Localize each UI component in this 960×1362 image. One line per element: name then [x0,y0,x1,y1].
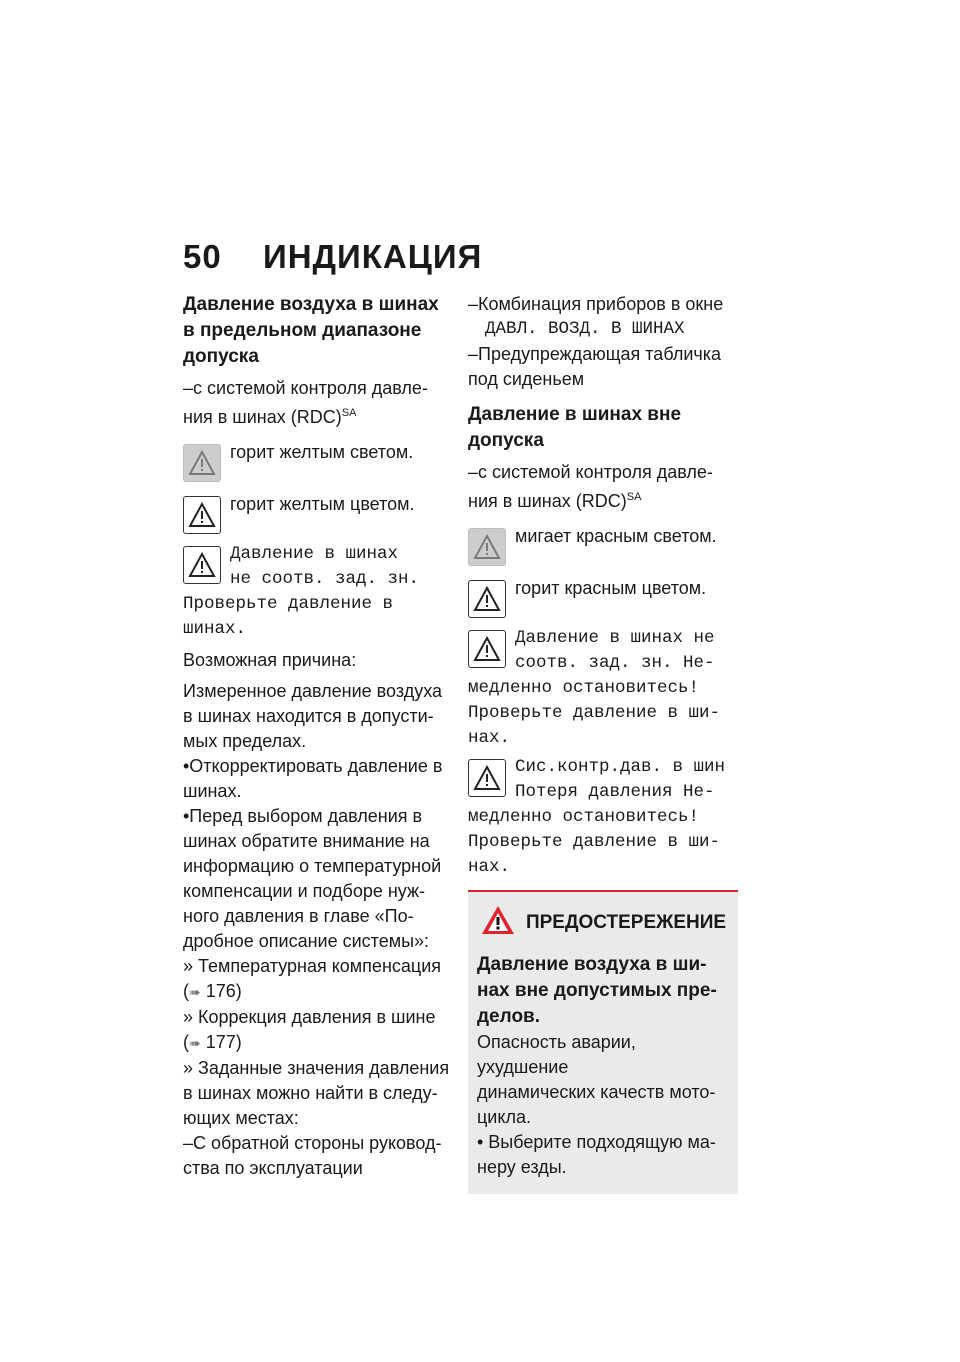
indicator-yellow-display: горит желтым цветом. [183,492,455,534]
warning-triangle-icon [183,546,221,584]
indicator-red-light: мигает красным светом. [468,524,738,566]
reference-arrow-icon: ➠ [189,1035,201,1051]
indicator-yellow-light: горит желтым светом. [183,440,455,482]
warning-title: ПРЕДОСТЕРЕЖЕНИЕ [477,904,729,942]
location-warning-plate: –Предупреждающая табличка под сиденьем [468,344,722,389]
location-instrument-cluster: –Комбинация приборов в окне [468,294,724,314]
display-message-row [183,542,455,592]
page-number: 50 [183,238,222,275]
warning-box [468,890,738,1194]
reference-pressure-correction[interactable]: » Коррекция давления в шине (➠ 177) [183,1007,436,1052]
warning-bullet: • Выберите подходящую ма- неру езды. [477,1132,716,1177]
display-message-line: нах. [468,857,511,877]
location-manual-back: –С обратной стороны руковод- ства по эксплуатации [183,1133,442,1178]
sa-superscript: SA [626,491,642,503]
warning-triangle-icon [468,580,506,618]
page-header [183,238,482,276]
cause-text: Измеренное давление воздуха в шинах находится в допусти- мых пределах. [183,681,443,751]
warning-text: Опасность аварии, ухудшение динамических качеств мото- цикла. [477,1032,716,1127]
display-message-line: Проверьте давление в ши- [468,832,721,852]
reference-arrow-icon: ➠ [189,984,201,1000]
heading-pressure-out-of-limit: Давление в шинах вне допуска [468,404,682,451]
warning-triangle-icon [468,630,506,668]
section-title: ИНДИКАЦИЯ [263,238,483,275]
reference-set-values: » Заданные значения давления в шинах можно найти в следу- ющих местах: [183,1058,450,1128]
warning-triangle-icon [468,759,506,797]
display-message-line: Проверьте давление в ши- [468,703,721,723]
rdc-condition: –с системой контроля давле- ния в шинах (RDC)$^{SA}$ [183,378,428,427]
right-column [468,292,738,1194]
reference-temperature-compensation[interactable]: » Температурная компенсация (➠ 176) [183,956,442,1001]
bullet-before-selecting: •Перед выбором давления в шинах обратите внимание на информацию о температурной компенсации и подборе нуж- ного давления в главе «По- дробное описание системы»: [183,806,442,951]
heading-pressure-in-limit: Давление воздуха в шинах в предельном диапазоне допуска [183,294,439,367]
rdc-condition: –с системой контроля давле- ния в шинах (RDC)$^{SA}$ [468,462,713,511]
display-message-a: Давление в шинах не соотв. зад. зн. Не- [468,626,738,676]
warning-triangle-icon [468,528,506,566]
warning-heading: Давление воздуха в ши- нах вне допустимых пре- делов. [477,954,717,1027]
possible-cause-label: Возможная причина: [183,650,357,670]
display-message-line: медленно остановитесь! [468,807,700,827]
bullet-correct-pressure: •Откорректировать давление в шинах. [183,756,443,801]
warning-triangle-icon [480,904,516,942]
display-message-b: Сис.контр.дав. в шин Потеря давления Не- [468,755,738,805]
display-message-line: Проверьте давление в [183,594,394,614]
window-label: ДАВЛ. ВОЗД. В ШИНАХ [485,319,685,339]
display-message-line: нах. [468,728,511,748]
display-message-line: шинах. [183,619,247,639]
sa-superscript: SA [341,407,357,419]
left-column [183,292,455,1181]
display-message-first-lines: Давление в шинах не соотв. зад. зн. [230,544,420,589]
indicator-red-display: горит красным цветом. [468,576,738,618]
warning-triangle-icon [183,444,221,482]
warning-triangle-icon [183,496,221,534]
display-message-line: медленно остановитесь! [468,678,700,698]
